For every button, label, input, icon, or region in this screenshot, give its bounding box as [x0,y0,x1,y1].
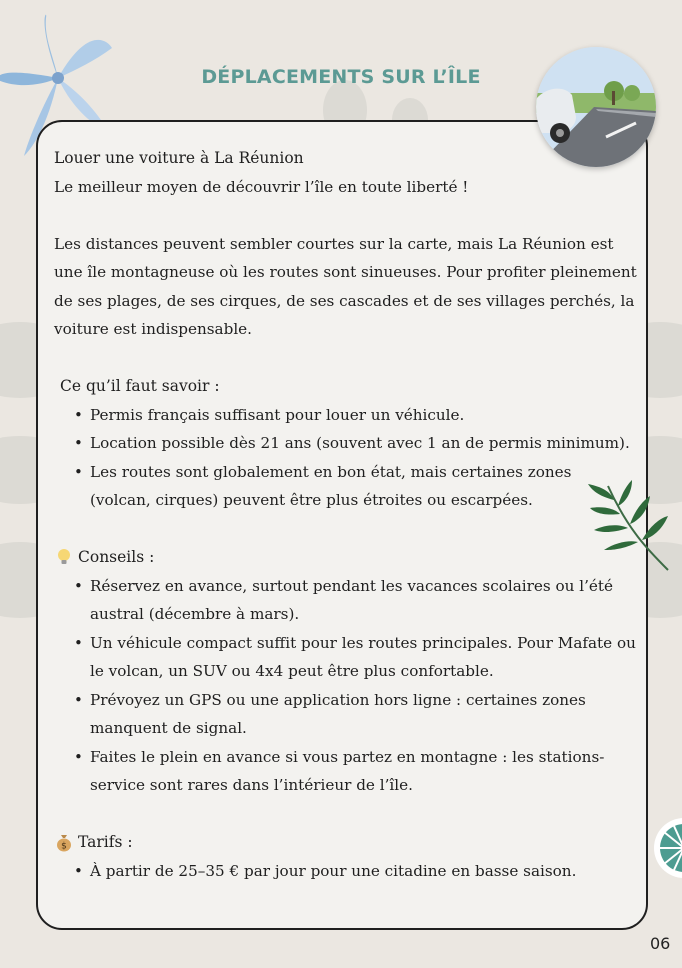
corner-leaf-icon [650,812,682,884]
conseils-heading: Conseils : [78,548,155,566]
conseils-header [54,543,640,572]
tarifs-list [54,857,640,886]
savoir-list [54,401,640,515]
page-title: DÉPLACEMENTS SUR L’ÎLE [201,66,481,88]
list-item: • À partir de 25–35 € par jour pour une citadine en basse saison. [90,857,640,886]
page-number: 06 [650,934,671,953]
list-item: • Les routes sont globalement en bon état, mais certaines zones (volcan, cirques) peuvent être plus étroites ou escarpées. [90,458,640,515]
money-bag-icon [54,832,74,852]
list-item: • Un véhicule compact suffit pour les routes principales. Pour Mafate ou le volcan, un SUV ou 4x4 peut être plus confortable. [90,629,640,686]
list-item: • Location possible dès 21 ans (souvent avec 1 an de permis minimum). [90,429,640,458]
list-item: • Faites le plein en avance si vous partez en montagne : les stations-service sont rares dans l’intérieur de l’île. [90,743,640,800]
intro-subheading: Le meilleur moyen de découvrir l’île en toute liberté ! [54,177,469,196]
list-item: • Permis français suffisant pour louer un véhicule. [90,401,640,430]
list-item: • Prévoyez un GPS ou une application hors ligne : certaines zones manquent de signal. [90,686,640,743]
intro-paragraph: Les distances peuvent sembler courtes sur la carte, mais La Réunion est une île montagneuse où les routes sont sinueuses. Pour profiter pleinement de ses plages, de ses cirques, de ses cascades et de ses villages perchés, la voiture est indispensable. [54,234,637,338]
lightbulb-icon [54,547,74,567]
savoir-heading: Ce qu’il faut savoir : [60,377,220,395]
tarifs-heading: Tarifs : [78,833,133,851]
list-item: • Réservez en avance, surtout pendant les vacances scolaires ou l’été austral (décembre à mars). [90,572,640,629]
tarifs-header [54,828,640,857]
intro-heading: Louer une voiture à La Réunion [54,149,304,167]
main-content [54,144,640,885]
conseils-list [54,572,640,800]
svg-text:$: $ [61,841,67,852]
